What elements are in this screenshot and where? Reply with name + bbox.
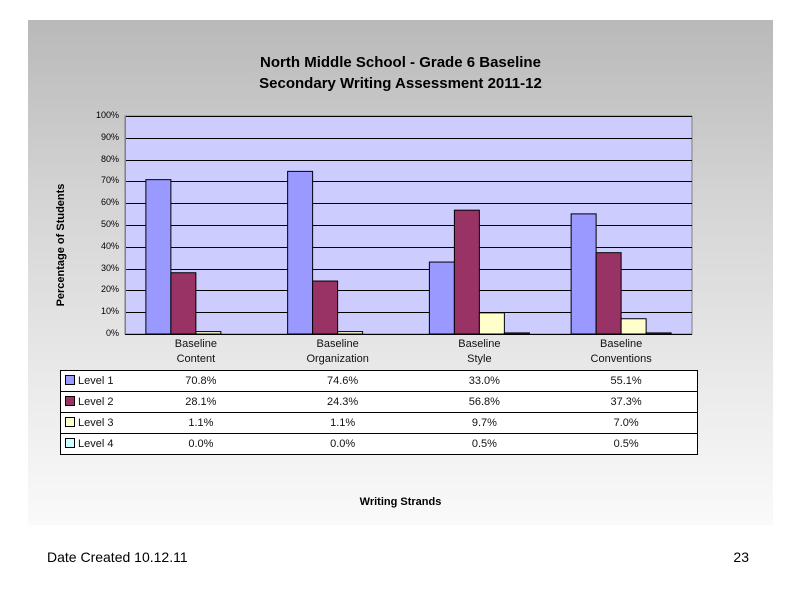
data-table-row <box>61 392 698 413</box>
bar-level-1-1 <box>288 171 313 334</box>
y-tick-label: 30% <box>100 262 119 273</box>
bar-level-2-0 <box>171 273 196 334</box>
legend-swatch <box>65 375 75 385</box>
bar-level-3-0 <box>196 332 221 334</box>
data-label: 24.3% <box>272 392 414 413</box>
data-label: 0.0% <box>272 434 414 455</box>
data-label: 74.6% <box>272 371 414 392</box>
legend-entry: Level 1 <box>61 371 131 392</box>
data-label: 37.3% <box>555 392 697 413</box>
data-label: 70.8% <box>130 371 272 392</box>
bar-level-3-3 <box>621 319 646 334</box>
y-tick-label: 90% <box>100 131 119 142</box>
category-label: Baseline Conventions <box>590 338 652 365</box>
data-label: 9.7% <box>414 413 556 434</box>
legend-swatch <box>65 417 75 427</box>
chart-title: North Middle School - Grade 6 Baseline <box>260 54 541 71</box>
bar-level-2-1 <box>313 281 338 334</box>
y-tick-label: 100% <box>95 110 119 120</box>
y-tick-label: 60% <box>100 197 119 208</box>
legend-swatch <box>65 438 75 448</box>
data-label: 1.1% <box>272 413 414 434</box>
x-axis-label: Writing Strands <box>359 496 442 508</box>
bar-level-2-3 <box>596 253 621 334</box>
data-label: 28.1% <box>130 392 272 413</box>
date-created: Date Created 10.12.11 <box>47 549 188 565</box>
chart-subtitle: Secondary Writing Assessment 2011-12 <box>259 75 542 92</box>
bar-level-2-2 <box>454 210 479 334</box>
data-label: 7.0% <box>555 413 697 434</box>
bar-level-1-2 <box>429 262 454 334</box>
y-tick-label: 70% <box>100 175 119 186</box>
data-table-row <box>61 413 698 434</box>
y-tick-label: 10% <box>100 306 119 317</box>
data-label: 1.1% <box>130 413 272 434</box>
y-tick-label: 0% <box>105 328 119 338</box>
data-table-row <box>61 434 698 455</box>
y-tick-label: 50% <box>100 219 119 229</box>
page-number: 23 <box>733 549 749 565</box>
y-tick-label: 40% <box>100 240 119 251</box>
category-label: Baseline Organization <box>306 338 369 365</box>
bar-level-1-3 <box>571 214 596 334</box>
legend-entry: Level 2 <box>61 392 131 413</box>
legend-swatch <box>65 396 75 406</box>
data-label: 0.0% <box>130 434 272 455</box>
legend-entry: Level 4 <box>61 434 131 455</box>
legend-entry: Level 3 <box>61 413 131 434</box>
bar-level-4-3 <box>646 333 671 334</box>
bar-level-3-2 <box>479 313 504 334</box>
data-label: 33.0% <box>414 371 556 392</box>
y-tick-label: 80% <box>100 153 119 164</box>
data-label: 55.1% <box>555 371 697 392</box>
data-label: 56.8% <box>414 392 556 413</box>
category-label: Baseline Content <box>174 338 217 365</box>
y-axis-label: Percentage of Students <box>55 183 67 307</box>
data-table-row <box>61 371 698 392</box>
bar-level-3-1 <box>338 332 363 334</box>
bar-level-1-0 <box>146 180 171 334</box>
bar-level-4-2 <box>504 333 529 334</box>
data-label: 0.5% <box>555 434 697 455</box>
data-label: 0.5% <box>414 434 556 455</box>
y-tick-label: 20% <box>100 284 119 295</box>
category-label: Baseline Style <box>458 338 501 365</box>
data-table <box>60 370 698 455</box>
